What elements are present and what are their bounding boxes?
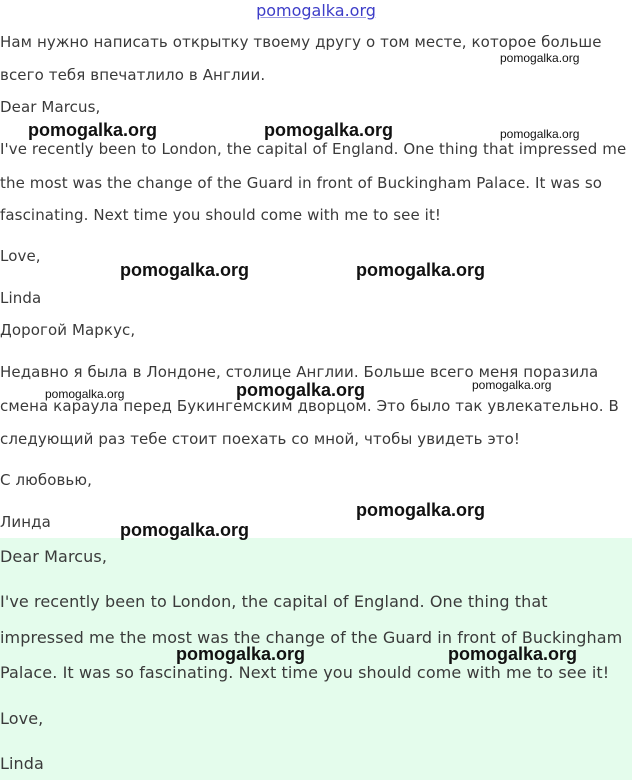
answer-signature: Linda <box>0 754 44 773</box>
watermark: pomogalka.org <box>264 120 394 140</box>
task-line-1: Нам нужно написать открытку твоему другу о том месте, которое больше <box>0 33 602 51</box>
watermark: pomogalka.org <box>472 378 552 392</box>
english-body-line-2: the most was the change of the Guard in front of Buckingham Palace. It was so <box>0 174 603 192</box>
watermark: pomogalka.org <box>236 380 366 400</box>
answer-greeting: Dear Marcus, <box>0 547 108 566</box>
english-greeting: Dear Marcus, <box>0 98 101 116</box>
watermark: pomogalka.org <box>45 387 125 401</box>
watermark: pomogalka.org <box>500 51 580 65</box>
watermark: pomogalka.org <box>176 644 306 664</box>
russian-body-line-3: следующий раз тебе стоит поехать со мной, чтобы увидеть это! <box>0 430 521 448</box>
answer-body-line-3: Palace. It was so fascinating. Next time you should come with me to see it! <box>0 663 610 682</box>
english-signature: Linda <box>0 289 42 307</box>
watermark: pomogalka.org <box>448 644 578 664</box>
answer-closing: Love, <box>0 709 44 728</box>
english-body-line-1: I've recently been to London, the capital of England. One thing that impressed me <box>0 140 627 158</box>
russian-body-line-2: смена караула перед Букингемским дворцом. Это было так увлекательно. В <box>0 397 619 415</box>
russian-closing: С любовью, <box>0 471 92 489</box>
russian-signature: Линда <box>0 513 51 531</box>
answer-body-line-2: impressed me the most was the change of the Guard in front of Buckingham <box>0 628 623 647</box>
watermark: pomogalka.org <box>28 120 158 140</box>
watermark: pomogalka.org <box>500 127 580 141</box>
task-line-2: всего тебя впечатлило в Англии. <box>0 66 266 84</box>
watermark: pomogalka.org <box>120 260 250 280</box>
english-closing: Love, <box>0 247 41 265</box>
answer-body-line-1: I've recently been to London, the capital of England. One thing that <box>0 592 548 611</box>
site-link[interactable]: pomogalka.org <box>256 1 376 20</box>
english-body-line-3: fascinating. Next time you should come with me to see it! <box>0 206 442 224</box>
watermark: pomogalka.org <box>120 520 250 540</box>
russian-body-line-1: Недавно я была в Лондоне, столице Англии. Больше всего меня поразила <box>0 363 599 381</box>
russian-greeting: Дорогой Маркус, <box>0 321 136 339</box>
watermark: pomogalka.org <box>356 500 486 520</box>
watermark: pomogalka.org <box>356 260 486 280</box>
